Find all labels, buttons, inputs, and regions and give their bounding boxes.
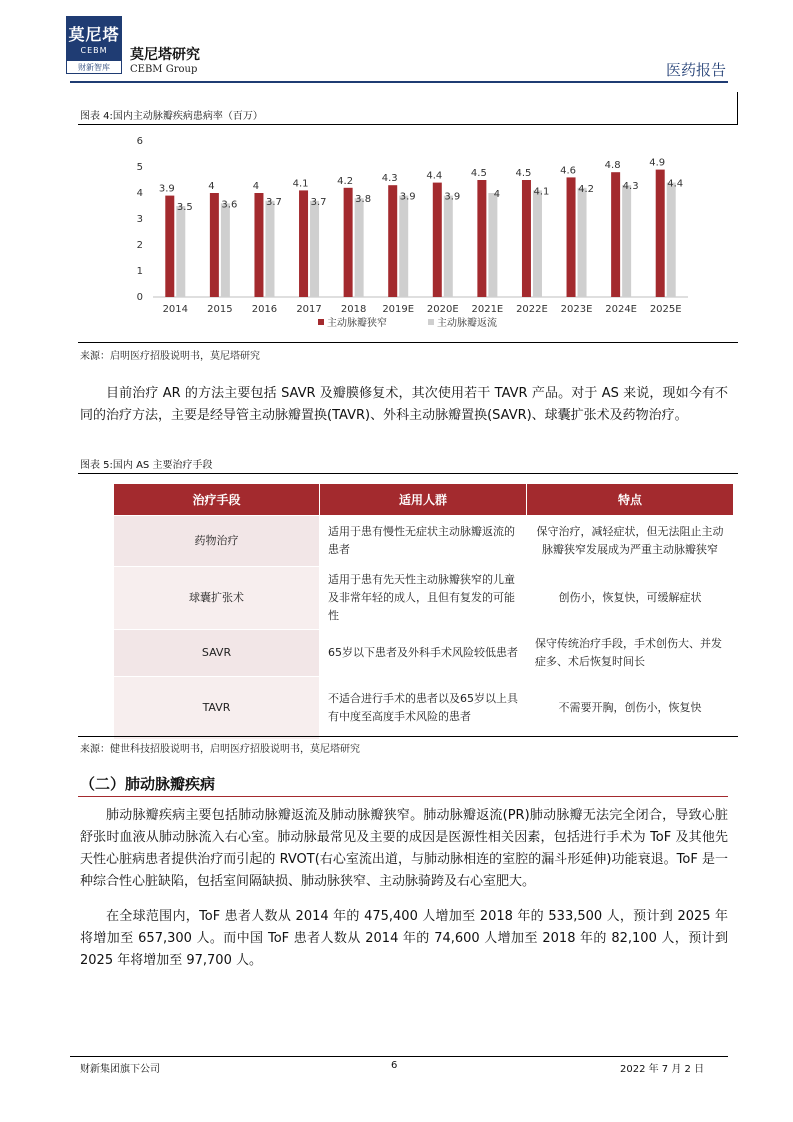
data-label: 4.6 bbox=[560, 165, 576, 177]
data-label: 4.5 bbox=[515, 168, 532, 179]
footer-divider bbox=[70, 1056, 728, 1057]
cell-method: SAVR bbox=[114, 630, 320, 677]
y-tick-label: 6 bbox=[136, 136, 143, 147]
header-divider bbox=[70, 81, 728, 83]
data-label: 4.8 bbox=[604, 160, 621, 172]
figure4-chart bbox=[78, 126, 738, 340]
bar-stenosis bbox=[522, 180, 531, 297]
data-label: 4.4 bbox=[667, 178, 684, 190]
bar-regurgitation bbox=[355, 198, 364, 297]
data-label: 4.2 bbox=[337, 175, 354, 187]
bar-regurgitation bbox=[176, 206, 185, 297]
figure4-side-rule bbox=[737, 92, 738, 125]
x-tick-label: 2019E bbox=[382, 304, 415, 315]
data-label: 3.6 bbox=[221, 199, 238, 211]
data-label: 3.7 bbox=[266, 196, 282, 208]
data-label: 3.8 bbox=[355, 194, 372, 206]
legend-swatch bbox=[318, 319, 324, 325]
data-label: 4 bbox=[493, 189, 501, 200]
data-label: 3.9 bbox=[399, 191, 416, 203]
bar-stenosis bbox=[611, 172, 620, 297]
page-number: 6 bbox=[391, 1060, 398, 1071]
data-label: 3.9 bbox=[444, 191, 461, 203]
bar-regurgitation bbox=[533, 190, 542, 297]
bar-stenosis bbox=[165, 196, 174, 297]
cell-feature: 不需要开胸，创伤小，恢复快 bbox=[527, 677, 734, 740]
bar-stenosis bbox=[656, 170, 665, 297]
footer-date: 2022 年 7 月 2 日 bbox=[620, 1064, 705, 1075]
bar-stenosis bbox=[477, 180, 486, 297]
bar-regurgitation bbox=[399, 196, 408, 297]
footer-company: 财新集团旗下公司 bbox=[80, 1064, 160, 1075]
x-tick-label: 2023E bbox=[560, 304, 593, 315]
data-label: 4.2 bbox=[578, 183, 594, 195]
cell-method: 球囊扩张术 bbox=[114, 567, 320, 630]
treatment-table bbox=[113, 483, 734, 740]
x-tick-label: 2024E bbox=[605, 304, 638, 315]
y-tick-label: 1 bbox=[136, 266, 143, 277]
x-tick-label: 2016 bbox=[251, 304, 278, 315]
section-heading-rule bbox=[78, 796, 728, 797]
bar-stenosis bbox=[567, 177, 576, 297]
bar-regurgitation bbox=[622, 185, 631, 297]
y-tick-label: 0 bbox=[136, 292, 143, 303]
figure4-top-rule bbox=[78, 124, 738, 125]
cell-feature: 创伤小，恢复快，可缓解症状 bbox=[527, 567, 734, 630]
data-label: 3.5 bbox=[176, 202, 193, 213]
data-label: 4.4 bbox=[426, 170, 443, 182]
bar-regurgitation bbox=[221, 203, 230, 297]
bar-regurgitation bbox=[310, 201, 319, 297]
table-row bbox=[114, 630, 734, 677]
legend-label: 主动脉瓣返流 bbox=[437, 318, 497, 329]
figure4-source: 来源：启明医疗招股说明书，莫尼塔研究 bbox=[80, 351, 260, 362]
bar-stenosis bbox=[433, 183, 442, 297]
logo-text-cn: 莫尼塔 bbox=[68, 25, 120, 44]
legend-swatch bbox=[428, 319, 434, 325]
cell-population: 65岁以下患者及外科手术风险较低患者 bbox=[320, 630, 527, 677]
x-tick-label: 2015 bbox=[207, 304, 233, 315]
bar-regurgitation bbox=[578, 188, 587, 297]
bar-stenosis bbox=[388, 185, 397, 297]
x-tick-label: 2020E bbox=[426, 304, 459, 315]
figure4-bottom-rule bbox=[78, 342, 738, 343]
bar-regurgitation bbox=[667, 183, 676, 297]
cell-population: 适用于患有慢性无症状主动脉瓣返流的患者 bbox=[320, 516, 527, 567]
y-tick-label: 4 bbox=[136, 188, 143, 199]
bar-stenosis bbox=[299, 190, 308, 297]
cell-method: TAVR bbox=[114, 677, 320, 740]
bar-stenosis bbox=[344, 188, 353, 297]
data-label: 4.9 bbox=[649, 157, 666, 169]
brand-name: 莫尼塔研究 bbox=[130, 47, 200, 63]
data-label: 4.1 bbox=[533, 186, 550, 198]
bar-stenosis bbox=[254, 193, 263, 297]
report-type: 医药报告 bbox=[666, 61, 727, 79]
x-tick-label: 2017 bbox=[296, 304, 322, 315]
data-label: 3.7 bbox=[310, 196, 327, 208]
data-label: 4.1 bbox=[292, 178, 309, 190]
cell-population: 不适合进行手术的患者以及65岁以上具有中度至高度手术风险的患者 bbox=[320, 677, 527, 740]
table-row bbox=[114, 677, 734, 740]
x-tick-label: 2022E bbox=[516, 304, 548, 315]
bar-regurgitation bbox=[444, 196, 453, 297]
cell-population: 适用于患有先天性主动脉瓣狭窄的儿童及非常年轻的成人，且但有复发的可能性 bbox=[320, 567, 527, 630]
figure5-title: 图表 5:国内 AS 主要治疗手段 bbox=[80, 460, 213, 471]
body-paragraph-treatment: 目前治疗 AR 的方法主要包括 SAVR 及瓣膜修复术，其次使用若干 TAVR 产品。对于 AS 来说，现如今有不同的治疗方法，主要是经导管主动脉瓣置换(TAVR)、外科主动脉瓣置换(SAVR)、球囊扩张术及药物治疗。 bbox=[80, 386, 728, 423]
x-tick-label: 2018 bbox=[340, 304, 367, 315]
x-tick-label: 2021E bbox=[471, 304, 504, 315]
y-tick-label: 5 bbox=[136, 162, 143, 173]
logo-text-en: CEBM bbox=[80, 46, 108, 55]
section-heading: （二）肺动脉瓣疾病 bbox=[80, 775, 216, 793]
table-row bbox=[114, 567, 734, 630]
data-label: 3.9 bbox=[158, 183, 175, 195]
bar-stenosis bbox=[210, 193, 219, 297]
cell-method: 药物治疗 bbox=[114, 516, 320, 567]
data-label: 4 bbox=[208, 181, 215, 192]
body-paragraph-tof-stats: 在全球范围内，ToF 患者人数从 2014 年的 475,400 人增加至 2018 年的 533,500 人，预计到 2025 年将增加至 657,300 人。而中国 ToF 患者人数从 2014 年的 74,600 人增加至 2018 年的 82,100 人，预计到 2025 年将增加至 97,700 人。 bbox=[80, 909, 728, 968]
figure5-bottom-rule bbox=[78, 736, 738, 737]
x-tick-label: 2025E bbox=[649, 304, 682, 315]
legend-label: 主动脉瓣狭窄 bbox=[327, 318, 387, 329]
bar-regurgitation bbox=[488, 193, 497, 297]
y-tick-label: 2 bbox=[136, 240, 143, 251]
data-label: 4.3 bbox=[381, 173, 398, 185]
bar-regurgitation bbox=[265, 201, 274, 297]
table-header-feature: 特点 bbox=[527, 484, 734, 516]
cell-feature: 保守治疗，减轻症状，但无法阻止主动脉瓣狭窄发展成为严重主动脉瓣狭窄 bbox=[527, 516, 734, 567]
table-header-population: 适用人群 bbox=[320, 484, 527, 516]
data-label: 4.5 bbox=[470, 168, 487, 179]
table-header-method: 治疗手段 bbox=[114, 484, 320, 516]
data-label: 4 bbox=[252, 181, 260, 192]
brand-name-en: CEBM Group bbox=[130, 64, 198, 75]
figure4-title: 图表 4:国内主动脉瓣疾病患病率（百万） bbox=[80, 111, 263, 122]
cell-feature: 保守传统治疗手段，手术创伤大、并发症多、术后恢复时间长 bbox=[527, 630, 734, 677]
table-header-row bbox=[114, 484, 734, 516]
figure5-source: 来源：健世科技招股说明书，启明医疗招股说明书，莫尼塔研究 bbox=[80, 744, 360, 755]
table-row bbox=[114, 516, 734, 567]
company-logo bbox=[66, 16, 122, 74]
data-label: 4.3 bbox=[622, 181, 639, 193]
figure5-top-rule bbox=[78, 473, 738, 474]
body-paragraph-pulmonary: 肺动脉瓣疾病主要包括肺动脉瓣返流及肺动脉瓣狭窄。肺动脉瓣返流(PR)肺动脉瓣无法完全闭合，导致心脏舒张时血液从肺动脉流入右心室。肺动脉最常见及主要的成因是医源性相关因素，包括进行手术为 ToF 及其他先天性心脏病患者提供治疗而引起的 RVOT(右心室流出道，与肺动脉相连的室腔的漏斗形延伸)功能衰退。ToF 是一种综合性心脏缺陷，包括室间隔缺损、肺动脉狭窄、主动脉骑跨及右心室肥大。 bbox=[80, 808, 728, 889]
y-tick-label: 3 bbox=[136, 214, 143, 225]
logo-subtext: 财新智库 bbox=[66, 60, 122, 74]
x-tick-label: 2014 bbox=[162, 304, 189, 315]
